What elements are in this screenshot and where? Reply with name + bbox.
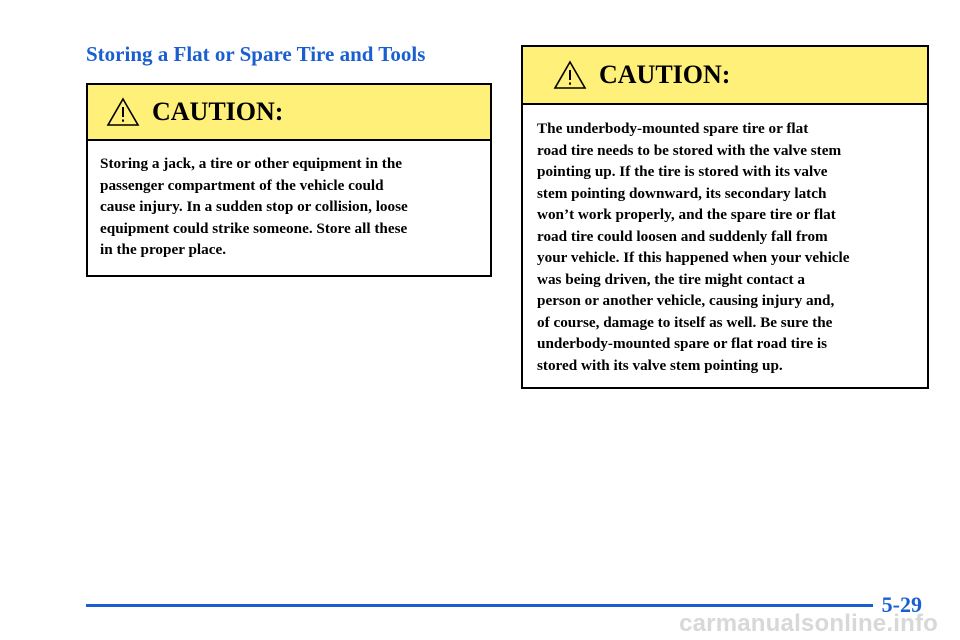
caution-line: Storing a jack, a tire or other equipment in the bbox=[100, 155, 403, 172]
caution-header bbox=[523, 47, 927, 105]
section-title: Storing a Flat or Spare Tire and Tools bbox=[86, 42, 426, 66]
page-number: 5-29 bbox=[881, 592, 922, 617]
caution-box-spare-tire bbox=[521, 45, 929, 389]
warning-triangle-icon bbox=[106, 97, 140, 127]
warning-triangle-icon bbox=[553, 60, 587, 90]
caution-line: road tire could loosen and suddenly fall from bbox=[537, 227, 828, 245]
caution-line: stem pointing downward, its secondary latch bbox=[537, 184, 827, 202]
caution-line: in the proper place. bbox=[100, 241, 227, 258]
caution-line: was being driven, the tire might contact a bbox=[537, 270, 806, 288]
caution-line: equipment could strike someone. Store all these bbox=[100, 219, 408, 237]
caution-body bbox=[523, 105, 927, 376]
caution-title: CAUTION: bbox=[152, 97, 284, 126]
caution-line: won’t work properly, and the spare tire or flat bbox=[537, 206, 836, 223]
caution-line: road tire needs to be stored with the valve stem bbox=[537, 141, 842, 159]
watermark: carmanualsonline.info bbox=[679, 610, 938, 637]
caution-line: your vehicle. If this happened when your vehicle bbox=[537, 249, 850, 266]
caution-line: of course, damage to itself as well. Be sure the bbox=[537, 313, 833, 331]
caution-line: cause injury. In a sudden stop or collision, loose bbox=[100, 198, 408, 215]
caution-line: person or another vehicle, causing injury and, bbox=[537, 292, 835, 309]
caution-line: stored with its valve stem pointing up. bbox=[537, 356, 783, 374]
caution-title: CAUTION: bbox=[599, 60, 731, 89]
caution-line: The underbody-mounted spare tire or flat bbox=[537, 120, 809, 137]
caution-body bbox=[88, 141, 490, 261]
caution-header bbox=[88, 85, 490, 141]
caution-line: pointing up. If the tire is stored with its valve bbox=[537, 163, 828, 180]
caution-line: underbody-mounted spare or flat road tire is bbox=[537, 335, 827, 352]
caution-box-jack-storage bbox=[86, 83, 492, 277]
footer-rule bbox=[86, 604, 873, 607]
caution-line: passenger compartment of the vehicle could bbox=[100, 176, 384, 194]
